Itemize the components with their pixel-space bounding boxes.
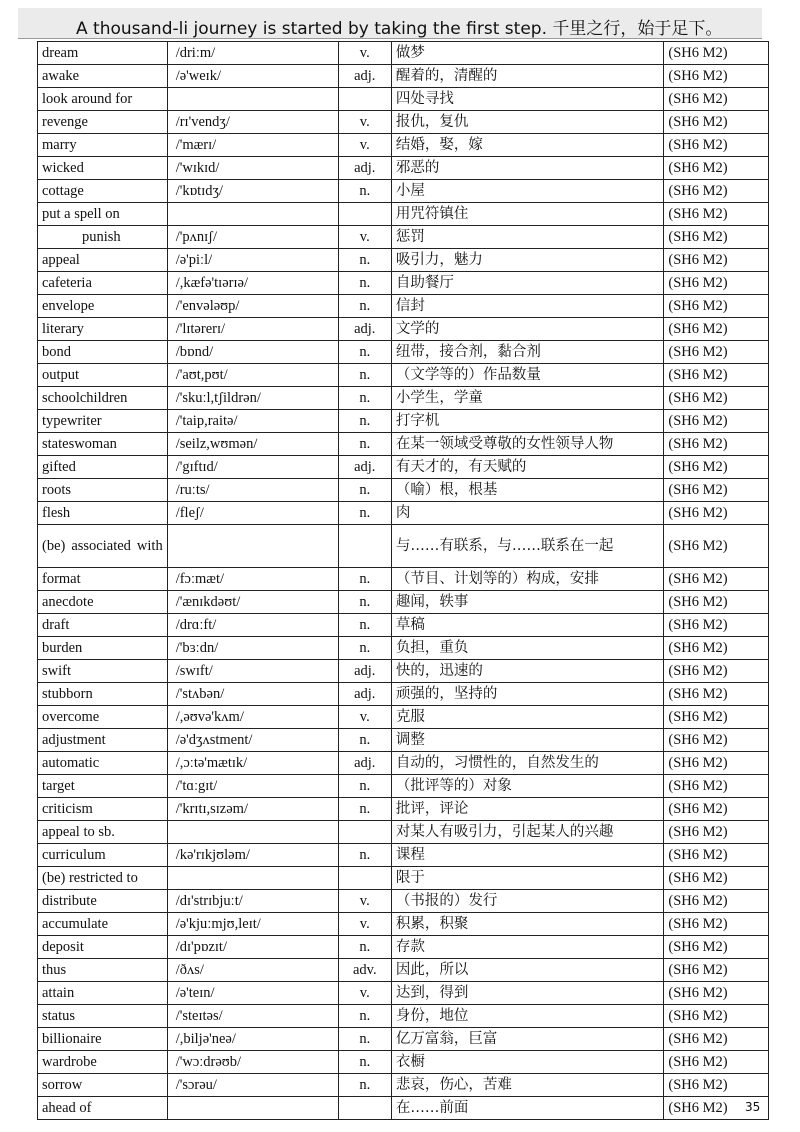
source-cell: (SH6 M2): [664, 479, 769, 502]
table-row: [38, 1028, 769, 1051]
source-cell: (SH6 M2): [664, 502, 769, 525]
phonetic-cell: /ə'dʒʌstment/: [167, 729, 338, 752]
meaning-cell: 草稿: [391, 614, 663, 637]
phonetic-cell: /dɪ'pɒzɪt/: [167, 936, 338, 959]
source-cell: (SH6 M2): [664, 706, 769, 729]
meaning-cell: 做梦: [391, 42, 663, 65]
part-of-speech-cell: n.: [338, 614, 391, 637]
phonetic-cell: /'bɜːdn/: [167, 637, 338, 660]
word-cell: ahead of: [38, 1097, 168, 1120]
word-cell: punish: [38, 226, 168, 249]
part-of-speech-cell: adj.: [338, 65, 391, 88]
table-row: [38, 180, 769, 203]
phonetic-cell: /'wɔːdrəʊb/: [167, 1051, 338, 1074]
word-cell: (be) associated with: [38, 525, 168, 568]
word-cell: target: [38, 775, 168, 798]
meaning-cell: 自动的，习惯性的，自然发生的: [391, 752, 663, 775]
phonetic-cell: /driːm/: [167, 42, 338, 65]
word-cell: appeal to sb.: [38, 821, 168, 844]
meaning-cell: 衣橱: [391, 1051, 663, 1074]
table-row: [38, 798, 769, 821]
meaning-cell: 报仇，复仇: [391, 111, 663, 134]
part-of-speech-cell: v.: [338, 226, 391, 249]
phonetic-cell: /rɪ'vendʒ/: [167, 111, 338, 134]
phonetic-cell: /ə'teɪn/: [167, 982, 338, 1005]
word-cell: awake: [38, 65, 168, 88]
phonetic-cell: /fɔːmæt/: [167, 568, 338, 591]
part-of-speech-cell: n.: [338, 249, 391, 272]
phonetic-cell: [167, 525, 338, 568]
word-cell: cafeteria: [38, 272, 168, 295]
source-cell: (SH6 M2): [664, 1074, 769, 1097]
source-cell: (SH6 M2): [664, 88, 769, 111]
table-row: [38, 364, 769, 387]
source-cell: (SH6 M2): [664, 936, 769, 959]
meaning-cell: 负担，重负: [391, 637, 663, 660]
word-cell: schoolchildren: [38, 387, 168, 410]
word-cell: burden: [38, 637, 168, 660]
phonetic-cell: /'taip,raitə/: [167, 410, 338, 433]
meaning-cell: 用咒符镇住: [391, 203, 663, 226]
table-row: [38, 226, 769, 249]
part-of-speech-cell: n.: [338, 637, 391, 660]
source-cell: (SH6 M2): [664, 844, 769, 867]
part-of-speech-cell: n.: [338, 180, 391, 203]
word-cell: deposit: [38, 936, 168, 959]
word-cell: criticism: [38, 798, 168, 821]
part-of-speech-cell: v.: [338, 913, 391, 936]
source-cell: (SH6 M2): [664, 890, 769, 913]
source-cell: (SH6 M2): [664, 959, 769, 982]
part-of-speech-cell: n.: [338, 479, 391, 502]
meaning-cell: 身份，地位: [391, 1005, 663, 1028]
word-cell: curriculum: [38, 844, 168, 867]
table-row: [38, 982, 769, 1005]
meaning-cell: （节目、计划等的）构成，安排: [391, 568, 663, 591]
meaning-cell: 吸引力，魅力: [391, 249, 663, 272]
meaning-cell: 调整: [391, 729, 663, 752]
source-cell: (SH6 M2): [664, 180, 769, 203]
part-of-speech-cell: n.: [338, 1005, 391, 1028]
phonetic-cell: /ə'piːl/: [167, 249, 338, 272]
word-cell: gifted: [38, 456, 168, 479]
meaning-cell: 结婚，娶，嫁: [391, 134, 663, 157]
part-of-speech-cell: [338, 525, 391, 568]
table-row: [38, 959, 769, 982]
phonetic-cell: /'gɪftɪd/: [167, 456, 338, 479]
source-cell: (SH6 M2): [664, 157, 769, 180]
table-row: [38, 249, 769, 272]
word-cell: accumulate: [38, 913, 168, 936]
word-cell: sorrow: [38, 1074, 168, 1097]
table-row: [38, 729, 769, 752]
source-cell: (SH6 M2): [664, 318, 769, 341]
source-cell: (SH6 M2): [664, 614, 769, 637]
part-of-speech-cell: n.: [338, 433, 391, 456]
source-cell: (SH6 M2): [664, 798, 769, 821]
part-of-speech-cell: adj.: [338, 660, 391, 683]
source-cell: (SH6 M2): [664, 1005, 769, 1028]
phonetic-cell: /'ænɪkdəʊt/: [167, 591, 338, 614]
table-row: [38, 387, 769, 410]
part-of-speech-cell: n.: [338, 798, 391, 821]
part-of-speech-cell: adj.: [338, 456, 391, 479]
source-cell: (SH6 M2): [664, 729, 769, 752]
phonetic-cell: [167, 88, 338, 111]
word-cell: draft: [38, 614, 168, 637]
part-of-speech-cell: n.: [338, 729, 391, 752]
table-row: [38, 318, 769, 341]
phonetic-cell: /swɪft/: [167, 660, 338, 683]
table-row: [38, 42, 769, 65]
part-of-speech-cell: n.: [338, 272, 391, 295]
phonetic-cell: /seilz,wʊmən/: [167, 433, 338, 456]
meaning-cell: 亿万富翁，巨富: [391, 1028, 663, 1051]
word-cell: literary: [38, 318, 168, 341]
table-row: [38, 936, 769, 959]
word-cell: status: [38, 1005, 168, 1028]
part-of-speech-cell: n.: [338, 844, 391, 867]
phonetic-cell: /'krɪtɪ,sɪzəm/: [167, 798, 338, 821]
part-of-speech-cell: n.: [338, 1051, 391, 1074]
phonetic-cell: /,kæfə'tɪərɪə/: [167, 272, 338, 295]
meaning-cell: 信封: [391, 295, 663, 318]
word-cell: typewriter: [38, 410, 168, 433]
word-cell: wicked: [38, 157, 168, 180]
phonetic-cell: /drɑːft/: [167, 614, 338, 637]
part-of-speech-cell: n.: [338, 502, 391, 525]
word-cell: anecdote: [38, 591, 168, 614]
meaning-cell: 邪恶的: [391, 157, 663, 180]
meaning-cell: 纽带，接合剂，黏合剂: [391, 341, 663, 364]
meaning-cell: 在某一领域受尊敬的女性领导人物: [391, 433, 663, 456]
table-row: [38, 706, 769, 729]
table-row: [38, 568, 769, 591]
table-row: [38, 660, 769, 683]
source-cell: (SH6 M2): [664, 387, 769, 410]
source-cell: (SH6 M2): [664, 982, 769, 1005]
source-cell: (SH6 M2): [664, 111, 769, 134]
meaning-cell: 悲哀，伤心，苦难: [391, 1074, 663, 1097]
source-cell: (SH6 M2): [664, 341, 769, 364]
word-cell: roots: [38, 479, 168, 502]
part-of-speech-cell: v.: [338, 982, 391, 1005]
meaning-cell: 克服: [391, 706, 663, 729]
part-of-speech-cell: n.: [338, 364, 391, 387]
phonetic-cell: /ə'kjuːmjʊ,leɪt/: [167, 913, 338, 936]
meaning-cell: 因此，所以: [391, 959, 663, 982]
source-cell: (SH6 M2): [664, 752, 769, 775]
word-cell: (be) restricted to: [38, 867, 168, 890]
word-cell: flesh: [38, 502, 168, 525]
part-of-speech-cell: v.: [338, 111, 391, 134]
meaning-cell: 在……前面: [391, 1097, 663, 1120]
source-cell: (SH6 M2): [664, 525, 769, 568]
word-cell: adjustment: [38, 729, 168, 752]
part-of-speech-cell: n.: [338, 1028, 391, 1051]
meaning-cell: 快的，迅速的: [391, 660, 663, 683]
meaning-cell: 四处寻找: [391, 88, 663, 111]
table-row: [38, 591, 769, 614]
meaning-cell: 课程: [391, 844, 663, 867]
part-of-speech-cell: n.: [338, 410, 391, 433]
word-cell: thus: [38, 959, 168, 982]
table-row: [38, 775, 769, 798]
meaning-cell: 积累，积聚: [391, 913, 663, 936]
word-cell: put a spell on: [38, 203, 168, 226]
phonetic-cell: /fleʃ/: [167, 502, 338, 525]
table-row: [38, 157, 769, 180]
part-of-speech-cell: n.: [338, 936, 391, 959]
word-cell: wardrobe: [38, 1051, 168, 1074]
page-number: 35: [745, 1100, 761, 1114]
part-of-speech-cell: v.: [338, 134, 391, 157]
meaning-cell: （文学等的）作品数量: [391, 364, 663, 387]
part-of-speech-cell: adj.: [338, 683, 391, 706]
table-row: [38, 295, 769, 318]
table-row: [38, 913, 769, 936]
table-row: [38, 1005, 769, 1028]
phonetic-cell: /'aʊt,pʊt/: [167, 364, 338, 387]
word-cell: automatic: [38, 752, 168, 775]
source-cell: (SH6 M2): [664, 821, 769, 844]
source-cell: (SH6 M2): [664, 913, 769, 936]
meaning-cell: 有天才的，有天赋的: [391, 456, 663, 479]
source-cell: (SH6 M2): [664, 683, 769, 706]
word-cell: stubborn: [38, 683, 168, 706]
table-row: [38, 65, 769, 88]
source-cell: (SH6 M2): [664, 272, 769, 295]
meaning-cell: 对某人有吸引力，引起某人的兴趣: [391, 821, 663, 844]
meaning-cell: 小屋: [391, 180, 663, 203]
part-of-speech-cell: [338, 88, 391, 111]
word-cell: appeal: [38, 249, 168, 272]
meaning-cell: （喻）根，根基: [391, 479, 663, 502]
page-header: [18, 8, 762, 39]
source-cell: (SH6 M2): [664, 295, 769, 318]
part-of-speech-cell: adj.: [338, 752, 391, 775]
phonetic-cell: /bɒnd/: [167, 341, 338, 364]
word-cell: output: [38, 364, 168, 387]
part-of-speech-cell: n.: [338, 591, 391, 614]
table-row: [38, 890, 769, 913]
source-cell: (SH6 M2): [664, 456, 769, 479]
source-cell: (SH6 M2): [664, 568, 769, 591]
table-row: [38, 525, 769, 568]
part-of-speech-cell: n.: [338, 295, 391, 318]
phonetic-cell: /,ɔːtə'mætɪk/: [167, 752, 338, 775]
part-of-speech-cell: [338, 1097, 391, 1120]
word-cell: revenge: [38, 111, 168, 134]
meaning-cell: 限于: [391, 867, 663, 890]
meaning-cell: 小学生，学童: [391, 387, 663, 410]
table-row: [38, 479, 769, 502]
phonetic-cell: /'kɒtɪdʒ/: [167, 180, 338, 203]
table-row: [38, 867, 769, 890]
word-cell: swift: [38, 660, 168, 683]
phonetic-cell: /ruːts/: [167, 479, 338, 502]
source-cell: (SH6 M2): [664, 775, 769, 798]
phonetic-cell: /'sɔrəu/: [167, 1074, 338, 1097]
part-of-speech-cell: n.: [338, 775, 391, 798]
meaning-cell: 肉: [391, 502, 663, 525]
meaning-cell: 达到，得到: [391, 982, 663, 1005]
part-of-speech-cell: v.: [338, 42, 391, 65]
table-row: [38, 637, 769, 660]
phonetic-cell: /dɪ'strɪbjuːt/: [167, 890, 338, 913]
part-of-speech-cell: adv.: [338, 959, 391, 982]
word-cell: look around for: [38, 88, 168, 111]
table-row: [38, 111, 769, 134]
meaning-cell: 打字机: [391, 410, 663, 433]
source-cell: (SH6 M2): [664, 226, 769, 249]
table-row: [38, 456, 769, 479]
word-cell: dream: [38, 42, 168, 65]
word-cell: cottage: [38, 180, 168, 203]
part-of-speech-cell: adj.: [338, 318, 391, 341]
source-cell: (SH6 M2): [664, 591, 769, 614]
part-of-speech-cell: [338, 867, 391, 890]
meaning-cell: 醒着的，清醒的: [391, 65, 663, 88]
word-cell: envelope: [38, 295, 168, 318]
table-row: [38, 341, 769, 364]
table-row: [38, 683, 769, 706]
vocabulary-table: [37, 41, 769, 1120]
source-cell: (SH6 M2): [664, 1051, 769, 1074]
phonetic-cell: [167, 867, 338, 890]
phonetic-cell: [167, 821, 338, 844]
table-row: [38, 752, 769, 775]
meaning-cell: 惩罚: [391, 226, 663, 249]
meaning-cell: 趣闻，轶事: [391, 591, 663, 614]
phonetic-cell: /kə'rɪkjʊləm/: [167, 844, 338, 867]
table-row: [38, 433, 769, 456]
source-cell: (SH6 M2): [664, 364, 769, 387]
meaning-cell: 与……有联系，与……联系在一起: [391, 525, 663, 568]
part-of-speech-cell: [338, 203, 391, 226]
phonetic-cell: /'mærɪ/: [167, 134, 338, 157]
phonetic-cell: /'wɪkɪd/: [167, 157, 338, 180]
part-of-speech-cell: adj.: [338, 157, 391, 180]
phonetic-cell: /'steɪtəs/: [167, 1005, 338, 1028]
part-of-speech-cell: v.: [338, 706, 391, 729]
source-cell: (SH6 M2): [664, 42, 769, 65]
meaning-cell: （批评等的）对象: [391, 775, 663, 798]
table-row: [38, 821, 769, 844]
source-cell: (SH6 M2): [664, 134, 769, 157]
table-row: [38, 203, 769, 226]
word-cell: stateswoman: [38, 433, 168, 456]
header-motto: A thousand-li journey is started by taking the first step. 千里之行，始于足下。: [76, 19, 723, 39]
phonetic-cell: /'envələʊp/: [167, 295, 338, 318]
phonetic-cell: /'pʌnɪʃ/: [167, 226, 338, 249]
table-row: [38, 410, 769, 433]
phonetic-cell: /ə'weɪk/: [167, 65, 338, 88]
phonetic-cell: /'lɪtərerɪ/: [167, 318, 338, 341]
table-row: [38, 844, 769, 867]
source-cell: (SH6 M2): [664, 637, 769, 660]
meaning-cell: （书报的）发行: [391, 890, 663, 913]
phonetic-cell: /'skuːl,tʃildrən/: [167, 387, 338, 410]
table-row: [38, 1051, 769, 1074]
source-cell: (SH6 M2): [664, 660, 769, 683]
source-cell: (SH6 M2): [664, 410, 769, 433]
table-row: [38, 88, 769, 111]
source-cell: (SH6 M2): [664, 1097, 769, 1120]
phonetic-cell: /'stʌbən/: [167, 683, 338, 706]
source-cell: (SH6 M2): [664, 1028, 769, 1051]
meaning-cell: 批评，评论: [391, 798, 663, 821]
table-row: [38, 1097, 769, 1120]
part-of-speech-cell: n.: [338, 341, 391, 364]
source-cell: (SH6 M2): [664, 203, 769, 226]
part-of-speech-cell: n.: [338, 568, 391, 591]
meaning-cell: 顽强的，坚持的: [391, 683, 663, 706]
word-cell: distribute: [38, 890, 168, 913]
meaning-cell: 文学的: [391, 318, 663, 341]
meaning-cell: 存款: [391, 936, 663, 959]
phonetic-cell: /,əʊvə'kʌm/: [167, 706, 338, 729]
part-of-speech-cell: n.: [338, 387, 391, 410]
word-cell: format: [38, 568, 168, 591]
word-cell: marry: [38, 134, 168, 157]
phonetic-cell: /'tɑːgɪt/: [167, 775, 338, 798]
phonetic-cell: [167, 203, 338, 226]
table-row: [38, 272, 769, 295]
part-of-speech-cell: [338, 821, 391, 844]
phonetic-cell: /,biljə'neə/: [167, 1028, 338, 1051]
phonetic-cell: [167, 1097, 338, 1120]
table-row: [38, 1074, 769, 1097]
table-row: [38, 134, 769, 157]
part-of-speech-cell: n.: [338, 1074, 391, 1097]
word-cell: overcome: [38, 706, 168, 729]
source-cell: (SH6 M2): [664, 867, 769, 890]
word-cell: attain: [38, 982, 168, 1005]
table-row: [38, 502, 769, 525]
source-cell: (SH6 M2): [664, 65, 769, 88]
meaning-cell: 自助餐厅: [391, 272, 663, 295]
part-of-speech-cell: v.: [338, 890, 391, 913]
word-cell: bond: [38, 341, 168, 364]
phonetic-cell: /ðʌs/: [167, 959, 338, 982]
word-cell: billionaire: [38, 1028, 168, 1051]
source-cell: (SH6 M2): [664, 249, 769, 272]
table-row: [38, 614, 769, 637]
source-cell: (SH6 M2): [664, 433, 769, 456]
